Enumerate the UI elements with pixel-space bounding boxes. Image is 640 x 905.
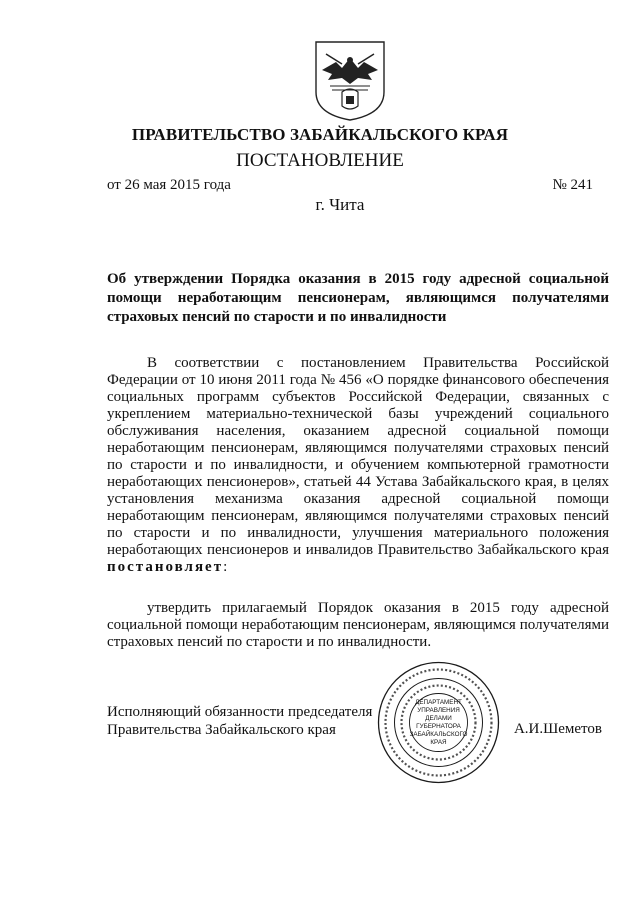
signatory-name: А.И.Шеметов <box>513 721 602 737</box>
document-city: г. Чита <box>315 195 365 214</box>
signatory-position-line-1: Исполняющий обязанности председателя <box>107 704 373 720</box>
signatory-position-line-2: Правительства Забайкальского края <box>107 722 336 738</box>
official-stamp <box>376 660 501 785</box>
stamp-line-4: ГУБЕРНАТОРА <box>416 723 461 730</box>
stamp-line-2: УПРАВЛЕНИЯ <box>417 707 460 714</box>
document-number: № 241 <box>552 177 593 193</box>
signatory-position <box>107 703 372 739</box>
coat-of-arms-emblem <box>312 40 388 122</box>
stamp-line-5: ЗАБАЙКАЛЬСКОГО <box>409 731 468 738</box>
document-date: от 26 мая 2015 года <box>107 177 231 193</box>
body-paragraph-1-text: В соответствии с постановлением Правительства Российской Федерации от 10 июня 2011 года № 456 «О порядке финансового обеспечения социальных программ субъектов Российской Федерации, связанных с укреплением материально-технической базы учреждений социального обслуживания населения, оказанием адресной социальной помощи неработающим пенсионерам, являющимся получателями страховых пенсий по старости и по инвалидности, и обучением компьютерной грамотности неработающих пенсионеров», статьей 44 Устава Забайкальского края, в целях установления механизма оказания адресной социальной помощи неработающим пенсионерам, являющимся получателями страховых пенсий по старости и по инвалидности, улучшения материального положения неработающих пенсионеров и инвалидов Правительство Забайкальского края <box>107 355 609 558</box>
body-paragraph-1: В соответствии с постановлением Правительства Российской Федерации от 10 июня 2011 года № 456 «О порядке финансового обеспечения социальных программ субъектов Российской Федерации, связанных с укреплением материально-технической базы учреждений социального обслуживания населения, оказанием адресной социальной помощи неработающим пенсионерам, являющимся получателями страховых пенсий по старости и по инвалидности, и обучением компьютерной грамотности неработающих пенсионеров», статьей 44 Устава Забайкальского края, в целях установления механизма оказания адресной социальной помощи неработающим пенсионерам, являющимся получателями страховых пенсий по старости и по инвалидности, улучшения материального положения неработающих пенсионеров и инвалидов Правительство Забайкальского края постановляет: <box>107 355 609 575</box>
government-title: ПРАВИТЕЛЬСТВО ЗАБАЙКАЛЬСКОГО КРАЯ <box>131 125 509 144</box>
stamp-line-3: ДЕЛАМИ <box>425 715 452 722</box>
document-subject: Об утверждении Порядка оказания в 2015 году адресной социальной помощи неработающим пенсионерам, являющимся получателями страховых пенсий по старости и по инвалидности <box>107 271 609 325</box>
stamp-line-1: ДЕПАРТАМЕНТ <box>415 699 462 706</box>
body-paragraph-2: утвердить прилагаемый Порядок оказания в 2015 году адресной социальной помощи неработающим пенсионерам, являющимся получателями страховых пенсий по старости и по инвалидности. <box>107 600 609 650</box>
document-type: ПОСТАНОВЛЕНИЕ <box>236 150 404 171</box>
resolves-word: постановляет <box>107 559 224 575</box>
stamp-line-6: КРАЯ <box>430 739 447 746</box>
